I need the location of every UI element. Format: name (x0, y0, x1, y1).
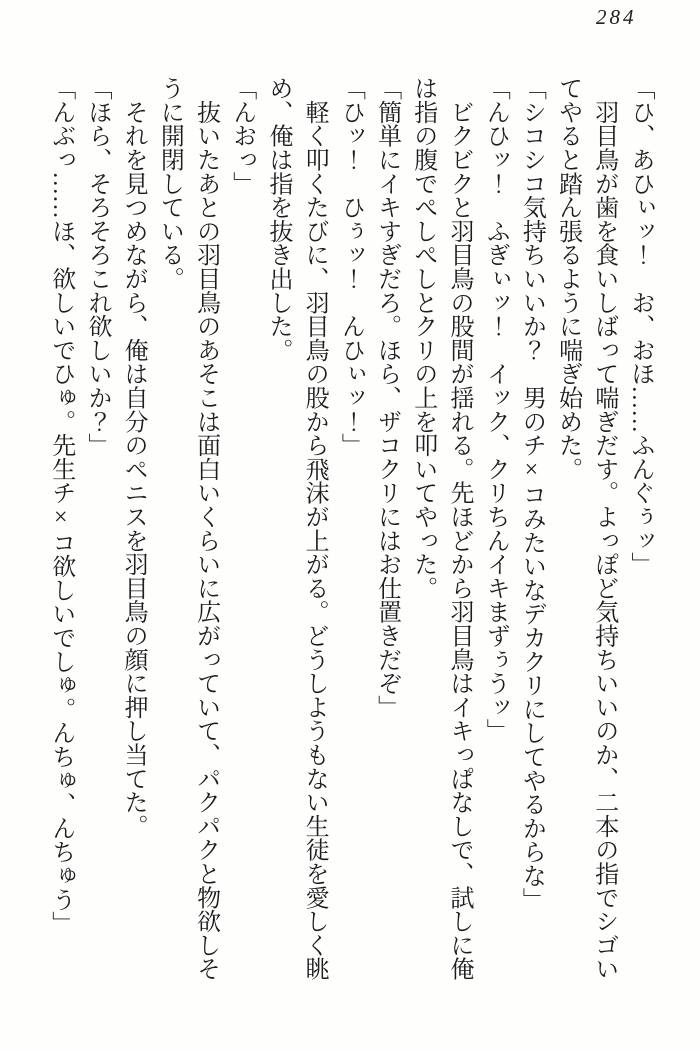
text-line-5: 「んひッ！ ふぎぃッ！ イック、クリちんイキまずぅうッ」 (482, 76, 509, 743)
text-block (42, 76, 658, 1006)
text-line-12: 「んおっ」 (228, 76, 255, 196)
text-line-9: 「ひッ！ ひぅッ！ んひぃッ！」 (337, 76, 364, 457)
text-line-1: 「ひ、あひぃッ！ お、おほ……ふんぐぅッ」 (627, 76, 653, 576)
text-line-17: 「んぶっ……ほ、欲しいでひゅ。先生チ×コ欲しいでしゅ。んちゅ、んちゅう」 (47, 76, 74, 935)
text-line-2: 羽目鳥が歯を食いしばって喘ぎだす。よっぽど気持ちいいのか、二本の指でシゴい (590, 76, 617, 981)
text-line-15: それを見つめながら、俺は自分のペニスを羽目鳥の顔に押し当てた。 (120, 76, 147, 838)
text-line-7: は指の腹でぺしぺしとクリの上を叩いてやった。 (409, 76, 436, 600)
text-line-10: 軽く叩くたびに、羽目鳥の股から飛沫が上がる。どうしようもない生徒を愛しく眺 (301, 76, 328, 981)
text-line-16: 「ほら、そろそろこれ欲しいか？」 (83, 76, 110, 457)
text-line-3: てやると踏ん張るように喘ぎ始めた。 (554, 76, 581, 481)
text-line-4: 「シコシコ気持ちいいか？ 男のチ×コみたいなデカクリにしてやるからな」 (518, 76, 545, 912)
text-line-11: め、俺は指を抜き出した。 (264, 76, 291, 362)
text-line-6: ビクビクと羽目鳥の股間が揺れる。先ほどから羽目鳥はイキっぱなしで、試しに俺 (445, 76, 472, 981)
text-line-14: うに開閉している。 (156, 76, 183, 291)
text-line-13: 抜いたあとの羽目鳥のあそこは面白いくらいに広がっていて、パクパクと物欲しそ (192, 76, 219, 981)
text-line-8: 「簡単にイキすぎだろ。ほら、ザコクリにはお仕置きだぞ」 (373, 76, 400, 719)
page-number: 284 (596, 5, 637, 29)
